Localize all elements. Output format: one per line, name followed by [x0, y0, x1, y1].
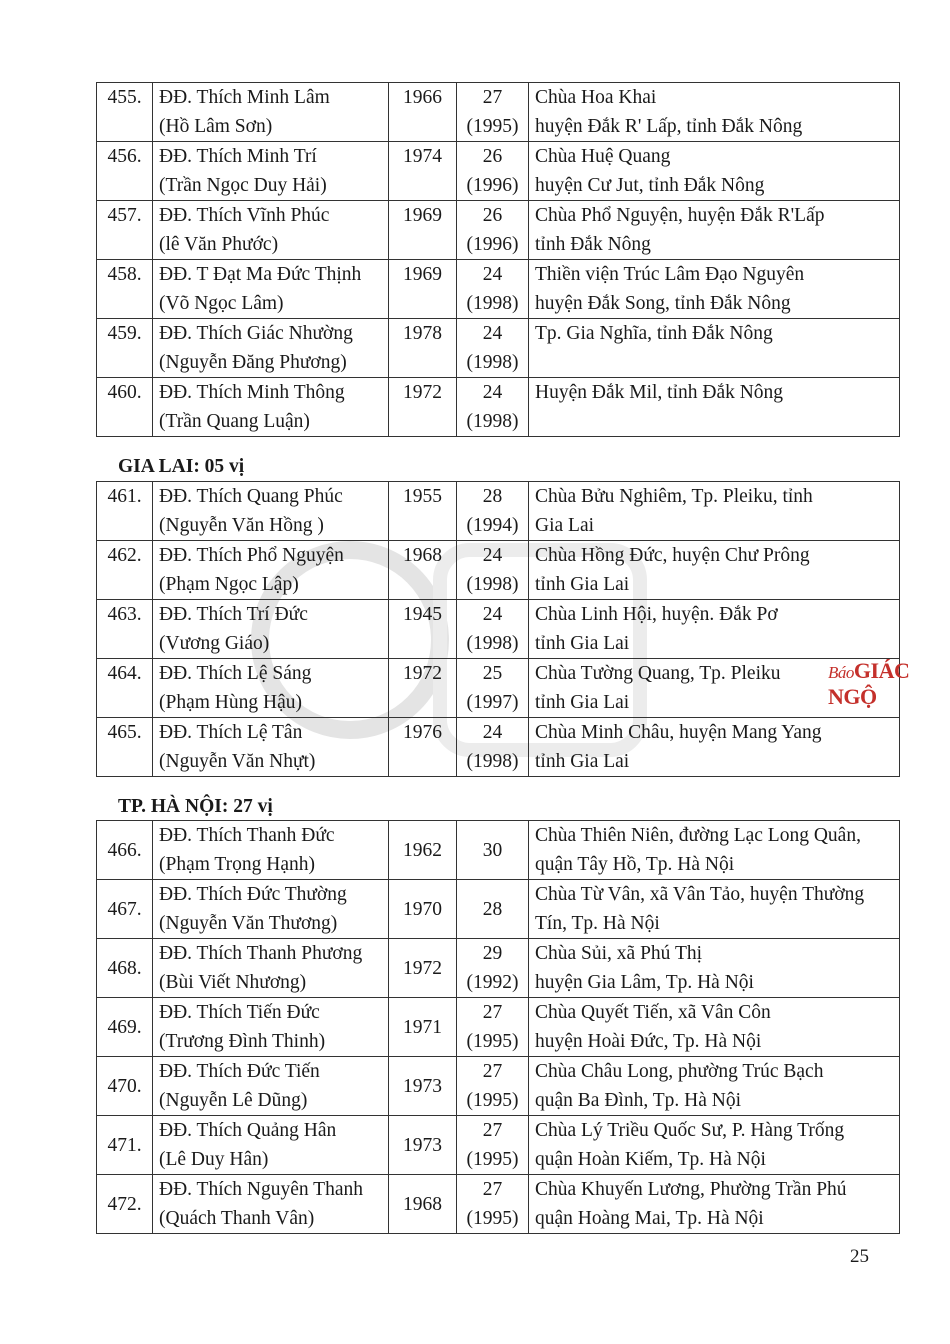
birth-year: 1945: [389, 600, 457, 659]
birth-year: 1955: [389, 482, 457, 541]
entry-number: 461.: [97, 482, 153, 541]
address-line-2: quận Tây Hồ, Tp. Hà Nội: [535, 854, 735, 875]
address-line-1: Chùa Minh Châu, huyện Mang Yang: [535, 722, 822, 743]
dharma-name: ĐĐ. Thích Thanh Đức: [159, 825, 335, 846]
ordination-year: (1998): [466, 574, 519, 595]
ordination-cell: [457, 541, 529, 600]
address-cell: [529, 260, 900, 319]
monk-name-cell: [153, 1057, 389, 1116]
dharma-name: ĐĐ. Thích Thanh Phương: [159, 943, 363, 964]
address-line-2: Tín, Tp. Hà Nội: [535, 913, 660, 934]
table-row: [97, 1175, 900, 1234]
ordination-year: (1998): [466, 352, 519, 373]
dharma-name: ĐĐ. Thích Lệ Tân: [159, 722, 303, 743]
entry-number: 458.: [97, 260, 153, 319]
ordination-year: (1995): [466, 116, 519, 137]
dharma-name: ĐĐ. Thích Minh Thông: [159, 382, 345, 403]
table-row: [97, 1116, 900, 1175]
lay-name: (Võ Ngọc Lâm): [159, 293, 284, 314]
lay-name: (lê Văn Phước): [159, 234, 279, 255]
ordination-year: (1994): [466, 515, 519, 536]
entry-number: 469.: [97, 998, 153, 1057]
ordination-year: (1996): [466, 175, 519, 196]
entry-number: 459.: [97, 319, 153, 378]
address-line-2: quận Hoàn Kiếm, Tp. Hà Nội: [535, 1149, 766, 1170]
address-line-2: tỉnh Gia Lai: [535, 633, 630, 654]
monk-name-cell: [153, 260, 389, 319]
address-cell: [529, 541, 900, 600]
address-line-1: Chùa Huệ Quang: [535, 146, 671, 167]
entry-number: 455.: [97, 83, 153, 142]
ordination-age: 30: [482, 839, 503, 861]
address-cell: [529, 600, 900, 659]
dharma-name: ĐĐ. Thích Trí Đức: [159, 604, 308, 625]
ordination-age: 27: [482, 1179, 503, 1200]
address-line-1: Tp. Gia Nghĩa, tỉnh Đắk Nông: [535, 323, 773, 344]
ordination-age: 25: [482, 663, 503, 684]
monk-name-cell: [153, 541, 389, 600]
ordination-year: (1998): [466, 411, 519, 432]
address-cell: [529, 880, 900, 939]
section-title-ha-noi: TP. HÀ NỘI: 27 vị: [118, 796, 273, 817]
birth-year: 1969: [389, 260, 457, 319]
birth-year: 1972: [389, 939, 457, 998]
table-ha-noi: [96, 820, 900, 1234]
ordination-cell: [457, 482, 529, 541]
address-cell: [529, 998, 900, 1057]
ordination-age: 24: [482, 545, 503, 566]
address-cell: [529, 1175, 900, 1234]
table-row: [97, 142, 900, 201]
lay-name: (Phạm Ngọc Lập): [159, 574, 299, 595]
address-line-2: huyện Cư Jut, tỉnh Đắk Nông: [535, 175, 765, 196]
dharma-name: ĐĐ. Thích Nguyên Thanh: [159, 1179, 363, 1200]
ordination-age: 27: [482, 87, 503, 108]
dharma-name: ĐĐ. Thích Minh Lâm: [159, 87, 330, 108]
address-line-2: huyện Hoài Đức, Tp. Hà Nội: [535, 1031, 762, 1052]
entry-number: 468.: [97, 939, 153, 998]
address-line-1: Chùa Châu Long, phường Trúc Bạch: [535, 1061, 824, 1082]
ordination-cell: [457, 319, 529, 378]
address-line-2: huyện Đắk R' Lấp, tỉnh Đắk Nông: [535, 116, 803, 137]
ordination-cell: [457, 378, 529, 437]
birth-year: 1972: [389, 378, 457, 437]
entry-number: 460.: [97, 378, 153, 437]
address-line-2: Gia Lai: [535, 515, 595, 536]
lay-name: (Nguyễn Lê Dũng): [159, 1090, 308, 1111]
address-line-1: Chùa Khuyến Lương, Phường Trần Phú: [535, 1179, 847, 1200]
lay-name: (Lê Duy Hân): [159, 1149, 269, 1170]
birth-year: 1973: [389, 1116, 457, 1175]
ordination-cell: [457, 260, 529, 319]
table-row: [97, 1057, 900, 1116]
monk-name-cell: [153, 880, 389, 939]
monk-name-cell: [153, 659, 389, 718]
table-row: [97, 541, 900, 600]
ordination-age: 27: [482, 1061, 503, 1082]
entry-number: 464.: [97, 659, 153, 718]
dharma-name: ĐĐ. Thích Vĩnh Phúc: [159, 205, 330, 226]
entry-number: 463.: [97, 600, 153, 659]
dharma-name: ĐĐ. Thích Phổ Nguyện: [159, 545, 344, 566]
dharma-name: ĐĐ. Thích Đức Thường: [159, 884, 347, 905]
dharma-name: ĐĐ. Thích Quảng Hân: [159, 1120, 337, 1141]
address-line-1: Chùa Từ Vân, xã Vân Tảo, huyện Thường: [535, 884, 865, 905]
monk-name-cell: [153, 1116, 389, 1175]
watermark-brand-small: Báo: [828, 663, 854, 682]
ordination-cell: [457, 1175, 529, 1234]
section-title-gia-lai: GIA LAI: 05 vị: [118, 456, 245, 477]
ordination-age: 29: [482, 943, 503, 964]
monk-name-cell: [153, 482, 389, 541]
address-cell: [529, 821, 900, 880]
ordination-age: 24: [482, 722, 503, 743]
ordination-year: (1992): [466, 972, 519, 993]
ordination-cell: [457, 600, 529, 659]
entry-number: 465.: [97, 718, 153, 777]
ordination-year: (1998): [466, 293, 519, 314]
ordination-cell: [457, 880, 529, 939]
address-cell: [529, 1057, 900, 1116]
address-line-1: Chùa Phổ Nguyện, huyện Đắk R'Lấp: [535, 205, 825, 226]
ordination-age: 27: [482, 1002, 503, 1023]
address-line-1: Chùa Bửu Nghiêm, Tp. Pleiku, tỉnh: [535, 486, 813, 507]
table-row: [97, 378, 900, 437]
address-cell: [529, 319, 900, 378]
entry-number: 456.: [97, 142, 153, 201]
ordination-cell: [457, 1116, 529, 1175]
lay-name: (Vương Giáo): [159, 633, 270, 654]
address-line-2: huyện Đắk Song, tỉnh Đắk Nông: [535, 293, 791, 314]
birth-year: 1968: [389, 541, 457, 600]
address-line-1: Chùa Quyết Tiến, xã Vân Côn: [535, 1002, 771, 1023]
table-row: [97, 83, 900, 142]
birth-year: 1970: [389, 880, 457, 939]
ordination-year: (1995): [466, 1149, 519, 1170]
ordination-year: (1998): [466, 633, 519, 654]
dharma-name: ĐĐ. Thích Đức Tiến: [159, 1061, 320, 1082]
lay-name: (Nguyễn Văn Thương): [159, 913, 338, 934]
lay-name: (Phạm Trọng Hạnh): [159, 854, 316, 875]
monk-name-cell: [153, 319, 389, 378]
table-gia-lai: [96, 481, 900, 777]
ordination-cell: [457, 939, 529, 998]
monk-name-cell: [153, 821, 389, 880]
address-cell: [529, 378, 900, 437]
address-cell: [529, 201, 900, 260]
dharma-name: ĐĐ. Thích Tiến Đức: [159, 1002, 320, 1023]
lay-name: (Quách Thanh Vân): [159, 1208, 315, 1229]
ordination-cell: [457, 821, 529, 880]
ordination-year: (1996): [466, 234, 519, 255]
watermark-brand: [828, 658, 950, 710]
address-line-2: huyện Gia Lâm, Tp. Hà Nội: [535, 972, 754, 993]
birth-year: 1974: [389, 142, 457, 201]
ordination-cell: [457, 718, 529, 777]
page-number: 25: [850, 1246, 869, 1267]
birth-year: 1978: [389, 319, 457, 378]
table-row: [97, 482, 900, 541]
address-cell: [529, 83, 900, 142]
address-line-1: Chùa Hồng Đức, huyện Chư Prông: [535, 545, 810, 566]
dharma-name: ĐĐ. Thích Lệ Sáng: [159, 663, 312, 684]
ordination-age: 24: [482, 604, 503, 625]
birth-year: 1966: [389, 83, 457, 142]
monk-name-cell: [153, 718, 389, 777]
address-line-1: Chùa Lý Triều Quốc Sư, P. Hàng Trống: [535, 1120, 845, 1141]
ordination-cell: [457, 201, 529, 260]
address-line-1: Chùa Tường Quang, Tp. Pleiku: [535, 663, 781, 684]
entry-number: 466.: [97, 821, 153, 880]
ordination-year: (1995): [466, 1208, 519, 1229]
address-line-2: tỉnh Gia Lai: [535, 751, 630, 772]
birth-year: 1971: [389, 998, 457, 1057]
ordination-age: 26: [482, 146, 503, 167]
dharma-name: ĐĐ. Thích Giác Nhường: [159, 323, 353, 344]
ordination-cell: [457, 998, 529, 1057]
ordination-age: 27: [482, 1120, 503, 1141]
lay-name: (Nguyễn Văn Hồng ): [159, 515, 324, 536]
address-line-2: quận Hoàng Mai, Tp. Hà Nội: [535, 1208, 764, 1229]
monk-name-cell: [153, 378, 389, 437]
address-line-2: quận Ba Đình, Tp. Hà Nội: [535, 1090, 741, 1111]
ordination-year: (1998): [466, 751, 519, 772]
birth-year: 1969: [389, 201, 457, 260]
entry-number: 472.: [97, 1175, 153, 1234]
entry-number: 470.: [97, 1057, 153, 1116]
ordination-age: 24: [482, 382, 503, 403]
monk-name-cell: [153, 142, 389, 201]
table-row: [97, 319, 900, 378]
dharma-name: ĐĐ. Thích Minh Trí: [159, 146, 317, 167]
table-row: [97, 880, 900, 939]
entry-number: 467.: [97, 880, 153, 939]
table-row: [97, 600, 900, 659]
address-cell: [529, 482, 900, 541]
lay-name: (Trương Đình Thinh): [159, 1031, 326, 1052]
monk-name-cell: [153, 83, 389, 142]
birth-year: 1976: [389, 718, 457, 777]
address-line-1: Chùa Thiên Niên, đường Lạc Long Quân,: [535, 825, 861, 846]
address-line-1: Chùa Sủi, xã Phú Thị: [535, 943, 703, 964]
address-line-2: tỉnh Đắk Nông: [535, 234, 651, 255]
table-row: [97, 260, 900, 319]
entry-number: 457.: [97, 201, 153, 260]
table-dak-nong: [96, 82, 900, 437]
lay-name: (Phạm Hùng Hậu): [159, 692, 302, 713]
ordination-year: (1995): [466, 1090, 519, 1111]
table-row: [97, 718, 900, 777]
lay-name: (Bùi Viết Nhương): [159, 972, 307, 993]
address-cell: [529, 1116, 900, 1175]
watermark-brand-large: GIÁC NGỘ: [828, 658, 910, 709]
table-row: [97, 939, 900, 998]
address-line-1: Huyện Đắk Mil, tỉnh Đắk Nông: [535, 382, 784, 403]
ordination-age: 28: [482, 486, 503, 507]
ordination-year: (1997): [466, 692, 519, 713]
ordination-age: 24: [482, 323, 503, 344]
lay-name: (Hồ Lâm Sơn): [159, 116, 273, 137]
lay-name: (Nguyễn Đăng Phương): [159, 352, 347, 373]
dharma-name: ĐĐ. T Đạt Ma Đức Thịnh: [159, 264, 362, 285]
lay-name: (Trần Quang Luận): [159, 411, 310, 432]
address-cell: [529, 718, 900, 777]
address-cell: [529, 939, 900, 998]
ordination-cell: [457, 83, 529, 142]
monk-name-cell: [153, 998, 389, 1057]
table-row: [97, 821, 900, 880]
birth-year: 1968: [389, 1175, 457, 1234]
address-line-1: Chùa Linh Hội, huyện. Đắk Pơ: [535, 604, 778, 625]
lay-name: (Nguyễn Văn Nhựt): [159, 751, 316, 772]
lay-name: (Trần Ngọc Duy Hải): [159, 175, 327, 196]
entry-number: 471.: [97, 1116, 153, 1175]
monk-name-cell: [153, 201, 389, 260]
address-line-1: Chùa Hoa Khai: [535, 87, 657, 108]
address-line-2: tỉnh Gia Lai: [535, 692, 630, 713]
monk-name-cell: [153, 1175, 389, 1234]
monk-name-cell: [153, 939, 389, 998]
entry-number: 462.: [97, 541, 153, 600]
ordination-age: 24: [482, 264, 503, 285]
table-row: [97, 659, 900, 718]
table-row: [97, 201, 900, 260]
ordination-cell: [457, 659, 529, 718]
table-row: [97, 998, 900, 1057]
address-cell: [529, 142, 900, 201]
address-line-2: tỉnh Gia Lai: [535, 574, 630, 595]
monk-name-cell: [153, 600, 389, 659]
ordination-year: (1995): [466, 1031, 519, 1052]
birth-year: 1973: [389, 1057, 457, 1116]
dharma-name: ĐĐ. Thích Quang Phúc: [159, 486, 343, 507]
ordination-cell: [457, 142, 529, 201]
ordination-age: 26: [482, 205, 503, 226]
address-line-1: Thiền viện Trúc Lâm Đạo Nguyên: [535, 264, 805, 285]
birth-year: 1972: [389, 659, 457, 718]
ordination-age: 28: [482, 898, 503, 920]
ordination-cell: [457, 1057, 529, 1116]
birth-year: 1962: [389, 821, 457, 880]
